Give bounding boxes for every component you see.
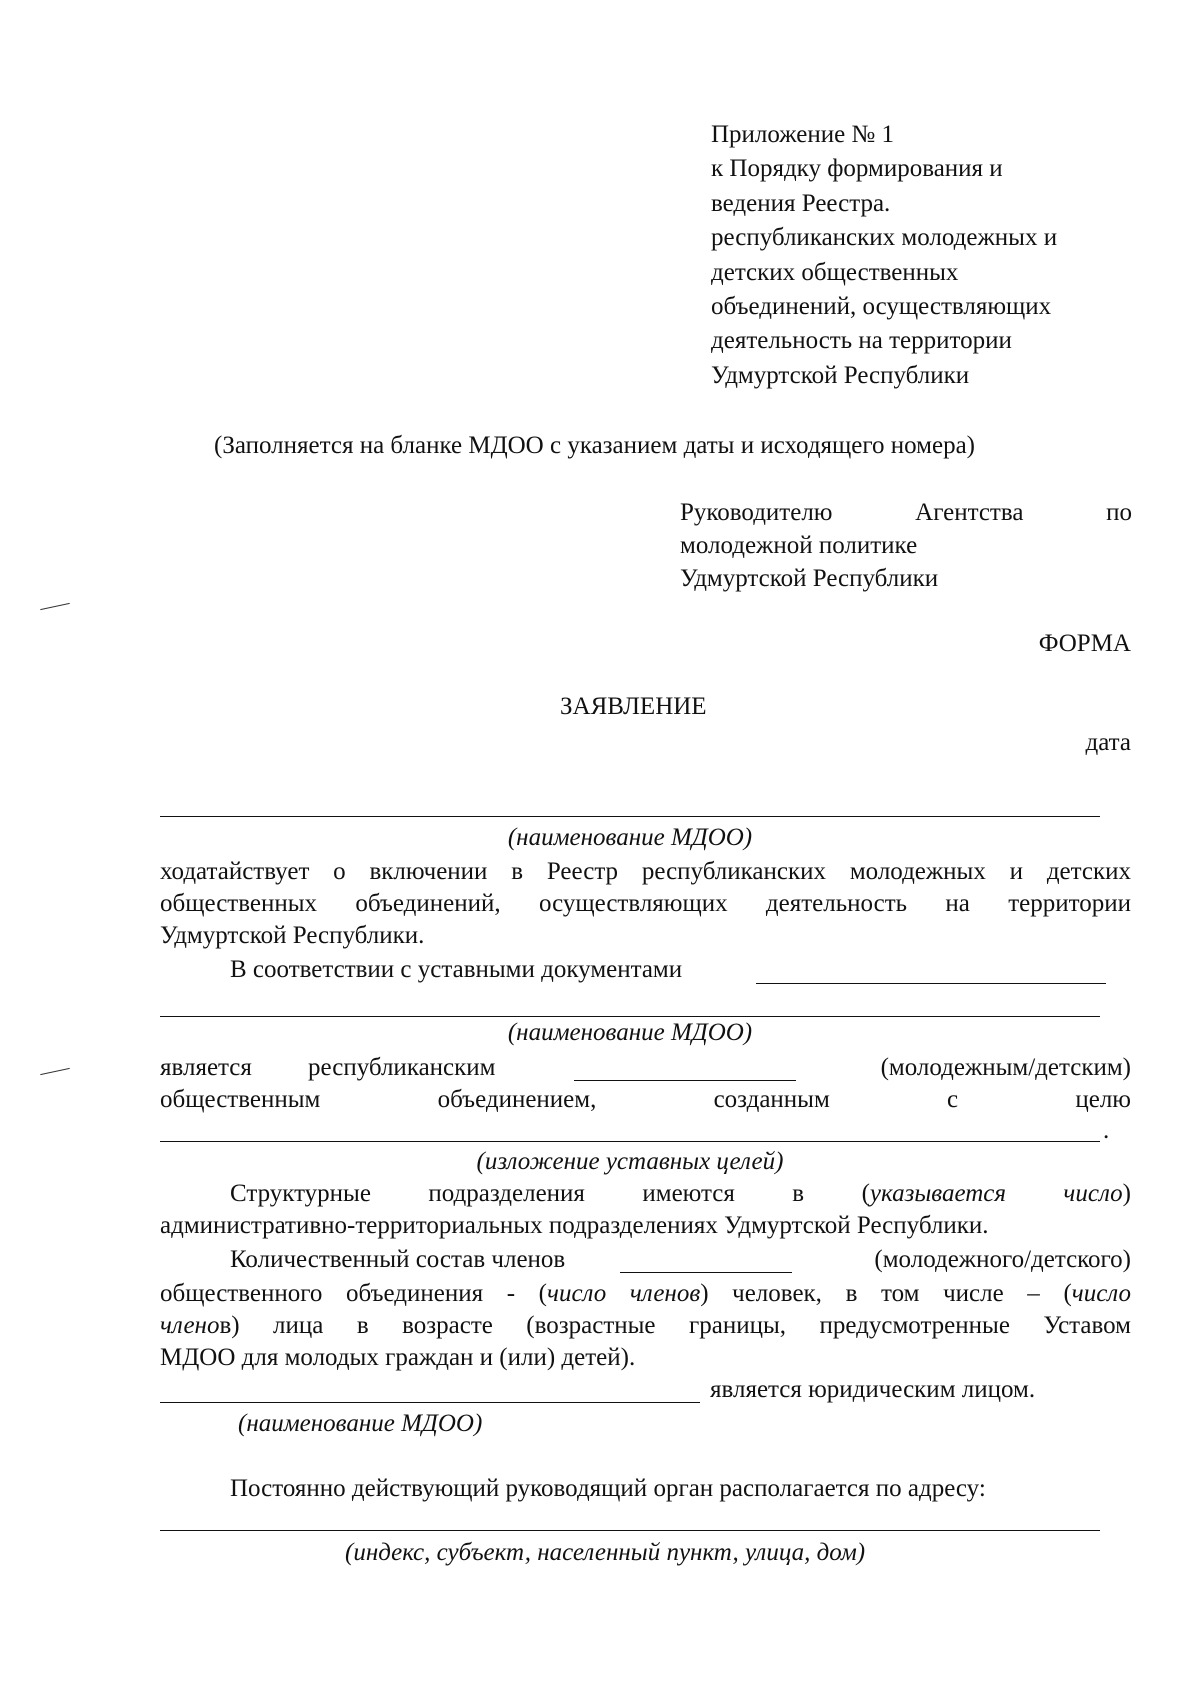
para2-line3-b: республиканским xyxy=(308,1054,496,1081)
appendix-line: Удмуртской Республики xyxy=(711,361,970,389)
para2-word: общественным xyxy=(160,1086,321,1113)
appendix-line: республиканских молодежных и xyxy=(711,224,1058,252)
appendix-line: к Порядку формирования и xyxy=(711,155,1003,183)
addressee-word: по xyxy=(1106,499,1132,526)
scan-mark xyxy=(40,1068,70,1075)
para2-line1: В соответствии с уставными документами xyxy=(230,956,683,983)
appendix-line: Приложение № 1 xyxy=(711,121,895,148)
type-blank[interactable] xyxy=(574,1080,796,1081)
para4-text-f: в) лица в возрасте (возрастные границы, предусмотренные Уставом xyxy=(219,1312,1131,1339)
para4-text-a: общественного объединения - ( xyxy=(160,1280,548,1307)
appendix-line: объединений, осуществляющих xyxy=(711,293,1052,321)
para3-text-b: указывается число xyxy=(869,1180,1123,1207)
org-name-blank-1[interactable] xyxy=(160,816,1100,817)
address-blank[interactable] xyxy=(160,1530,1100,1531)
para2-word: с xyxy=(947,1086,959,1113)
goals-period: . xyxy=(1103,1117,1110,1144)
fill-note: (Заполняется на бланке МДОО с указанием даты и исходящего номера) xyxy=(214,432,976,459)
para4-text-b: число членов xyxy=(547,1280,701,1307)
para1-line2: общественных объединений, осуществляющих деятельность на территории xyxy=(160,890,1131,917)
addressee-line-1 xyxy=(680,496,1132,529)
addressee-word: Руководителю xyxy=(680,499,833,526)
para1-line1: ходатайствует о включении в Реестр республиканских молодежных и детских xyxy=(160,858,1131,885)
para2-word: объединением, xyxy=(437,1086,597,1113)
para4-line4: МДОО для молодых граждан и (или) детей). xyxy=(160,1344,636,1371)
address-caption: (индекс, субъект, населенный пункт, улица, дом) xyxy=(345,1539,866,1566)
addressee-line-3: Удмуртской Республики xyxy=(680,565,939,592)
para5: Постоянно действующий руководящий орган располагается по адресу: xyxy=(230,1475,986,1502)
para2-line3-c: (молодежным/детским) xyxy=(880,1054,1131,1081)
org-name-caption-1: (наименование МДОО) xyxy=(507,824,753,851)
scan-mark xyxy=(40,603,70,610)
appendix-line: деятельность на территории xyxy=(711,327,1012,355)
legal-entity-blank[interactable] xyxy=(160,1402,700,1403)
para3-text-a: Структурные подразделения имеются в ( xyxy=(230,1180,870,1207)
appendix-line: ведения Реестра. xyxy=(711,189,891,217)
appendix-line: детских общественных xyxy=(711,258,959,286)
para4-line3 xyxy=(160,1310,1131,1342)
para4-line1-b: (молодежного/детского) xyxy=(874,1246,1131,1273)
document-title: ЗАЯВЛЕНИЕ xyxy=(560,693,707,720)
para4-text-c: ) человек, в том числе – ( xyxy=(700,1280,1072,1307)
para3-line1 xyxy=(230,1178,1131,1210)
para4-text-e: члено xyxy=(160,1312,220,1339)
para4-line2 xyxy=(160,1278,1131,1310)
para1-line3: Удмуртской Республики. xyxy=(160,922,425,949)
para2-word: целю xyxy=(1075,1086,1131,1113)
addressee-word: Агентства xyxy=(915,499,1024,526)
para3-line2: административно-территориальных подразделениях Удмуртской Республики. xyxy=(160,1212,989,1239)
form-label: ФОРМА xyxy=(1038,630,1131,657)
org-name-caption-3: (наименование МДОО) xyxy=(238,1410,483,1437)
goals-blank[interactable] xyxy=(160,1141,1100,1142)
appendix-block xyxy=(711,118,1057,393)
org-name-caption-2: (наименование МДОО) xyxy=(507,1019,753,1046)
para2-line4 xyxy=(160,1084,1131,1116)
goals-caption: (изложение уставных целей) xyxy=(476,1148,784,1175)
legal-entity-text: является юридическим лицом. xyxy=(710,1376,1036,1403)
charter-docs-blank[interactable] xyxy=(756,983,1106,984)
para2-line3-a: является xyxy=(160,1054,252,1081)
addressee-block xyxy=(680,496,1132,595)
addressee-line-2: молодежной политике xyxy=(680,532,918,559)
para3-text-c: ) xyxy=(1122,1180,1131,1207)
para2-word: созданным xyxy=(713,1086,830,1113)
para4-text-d: число xyxy=(1071,1280,1132,1307)
member-count-blank[interactable] xyxy=(620,1272,792,1273)
date-label: дата xyxy=(1085,729,1131,756)
para4-line1-a: Количественный состав членов xyxy=(230,1246,566,1273)
